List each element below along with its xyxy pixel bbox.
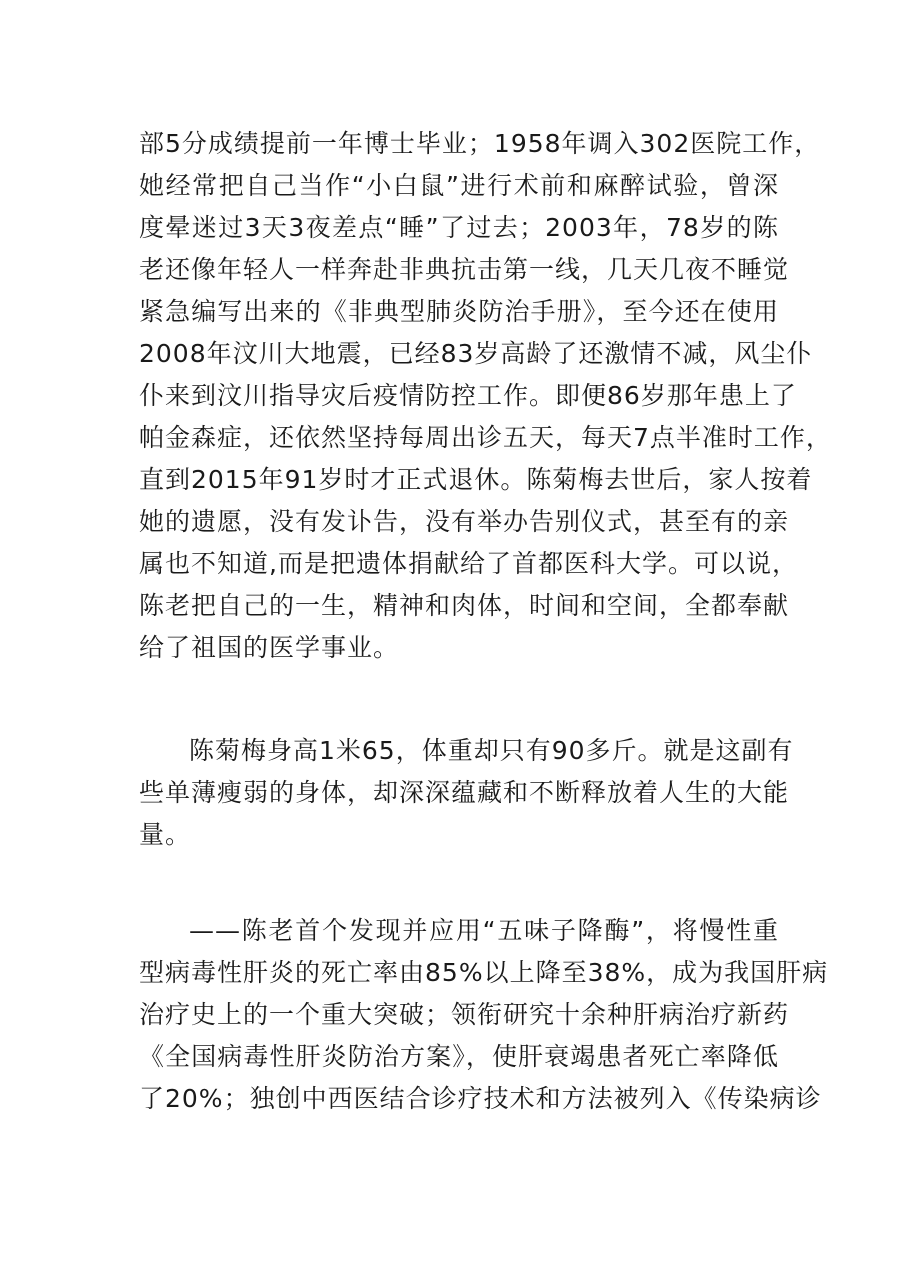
text-line: 部5分成绩提前一年博士毕业；1958年调入302医院工作， — [139, 129, 821, 158]
paragraph-3 — [139, 910, 829, 1120]
paragraph-2 — [139, 730, 794, 856]
text-line: 紧急编写出来的《非典型肺炎防治手册》，至今还在使用 — [139, 297, 779, 326]
paragraph-1 — [139, 123, 832, 669]
text-line: ——陈老首个发现并应用“五味子降酶”，将慢性重 — [189, 916, 779, 945]
text-line: 《全国病毒性肝炎防治方案》，使肝衰竭患者死亡率降低 — [139, 1042, 779, 1071]
text-line: 帕金森症，还依然坚持每周出诊五天，每天7点半准时工作， — [139, 423, 832, 452]
text-line: 治疗史上的一个重大突破；领衔研究十余种肝病治疗新药 — [139, 1000, 790, 1029]
text-line: 她的遗愿，没有发讣告，没有举办告别仪式，甚至有的亲 — [139, 507, 790, 536]
text-line: 度晕迷过3天3夜差点“睡”了过去；2003年，78岁的陈 — [139, 213, 779, 242]
text-line: 老还像年轻人一样奔赴非典抗击第一线，几天几夜不睡觉 — [139, 255, 790, 284]
text-line: 量。 — [139, 820, 192, 849]
text-line: 陈老把自己的一生，精神和肉体，时间和空间，全都奉献 — [139, 591, 790, 620]
text-line: 些单薄瘦弱的身体，却深深蕴藏和不断释放着人生的大能 — [139, 778, 790, 807]
text-line: 型病毒性肝炎的死亡率由85%以上降至38%，成为我国肝病 — [139, 958, 829, 987]
text-line: 陈菊梅身高1米65，体重却只有90多斤。就是这副有 — [189, 736, 794, 765]
text-line: 仆来到汶川指导灾后疫情防控工作。即便86岁那年患上了 — [139, 381, 797, 410]
text-line: 给了祖国的医学事业。 — [139, 633, 400, 662]
text-line: 2008年汶川大地震，已经83岁高龄了还激情不减，风尘仆 — [139, 339, 813, 368]
text-line: 属也不知道,而是把遗体捐献给了首都医科大学。可以说， — [139, 549, 798, 578]
text-line: 了20%；独创中西医结合诊疗技术和方法被列入《传染病诊 — [139, 1084, 822, 1113]
text-line: 她经常把自己当作“小白鼠”进行术前和麻醉试验，曾深 — [139, 171, 779, 200]
text-line: 直到2015年91岁时才正式退休。陈菊梅去世后，家人按着 — [139, 465, 813, 494]
